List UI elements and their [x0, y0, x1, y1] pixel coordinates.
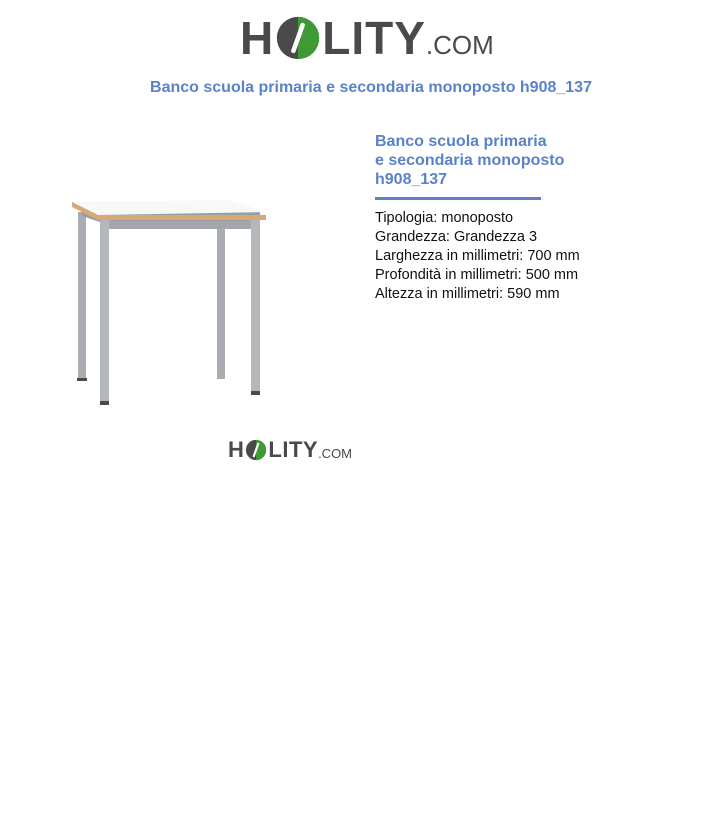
school-desk-image [60, 190, 290, 420]
product-title [375, 132, 575, 189]
product-title-line: h908_137 [375, 171, 448, 188]
spec-row-profondita [375, 266, 675, 285]
spec-label: Grandezza: [375, 229, 450, 245]
page-title: Banco scuola primaria e secondaria monoposto h908_137 [150, 79, 592, 96]
spec-row-grandezza [375, 228, 675, 247]
spec-list [375, 209, 675, 304]
holity-logo-small[interactable] [228, 437, 352, 463]
spec-value: 500 mm [525, 267, 579, 283]
logo-text-com: .COM [425, 29, 494, 60]
spec-label: Altezza in millimetri: [375, 286, 504, 302]
holity-logo[interactable] [240, 12, 494, 64]
title-divider [375, 197, 541, 200]
logo-text-lity: LITY [322, 12, 426, 64]
spec-row-larghezza [375, 247, 675, 266]
spec-row-tipologia [375, 209, 675, 228]
spec-label: Tipologia: [375, 210, 438, 226]
product-title-line: Banco scuola primaria [375, 133, 547, 150]
spec-value: 590 mm [507, 286, 560, 302]
logo-small-text-h: H [228, 437, 245, 462]
holity-o-icon [245, 439, 267, 461]
spec-label: Profondità in millimetri: [375, 267, 522, 283]
logo-text-h: H [240, 12, 275, 64]
spec-row-altezza [375, 285, 675, 304]
spec-value: Grandezza 3 [454, 229, 538, 245]
holity-o-icon [275, 15, 321, 61]
spec-label: Larghezza in millimetri: [375, 248, 524, 264]
logo-small-text-com: .COM [318, 446, 353, 461]
spec-value: monoposto [441, 210, 514, 226]
spec-value: 700 mm [527, 248, 580, 264]
logo-small-text-lity: LITY [268, 437, 319, 462]
product-info [375, 132, 675, 304]
product-title-line: e secondaria monoposto [375, 152, 565, 169]
